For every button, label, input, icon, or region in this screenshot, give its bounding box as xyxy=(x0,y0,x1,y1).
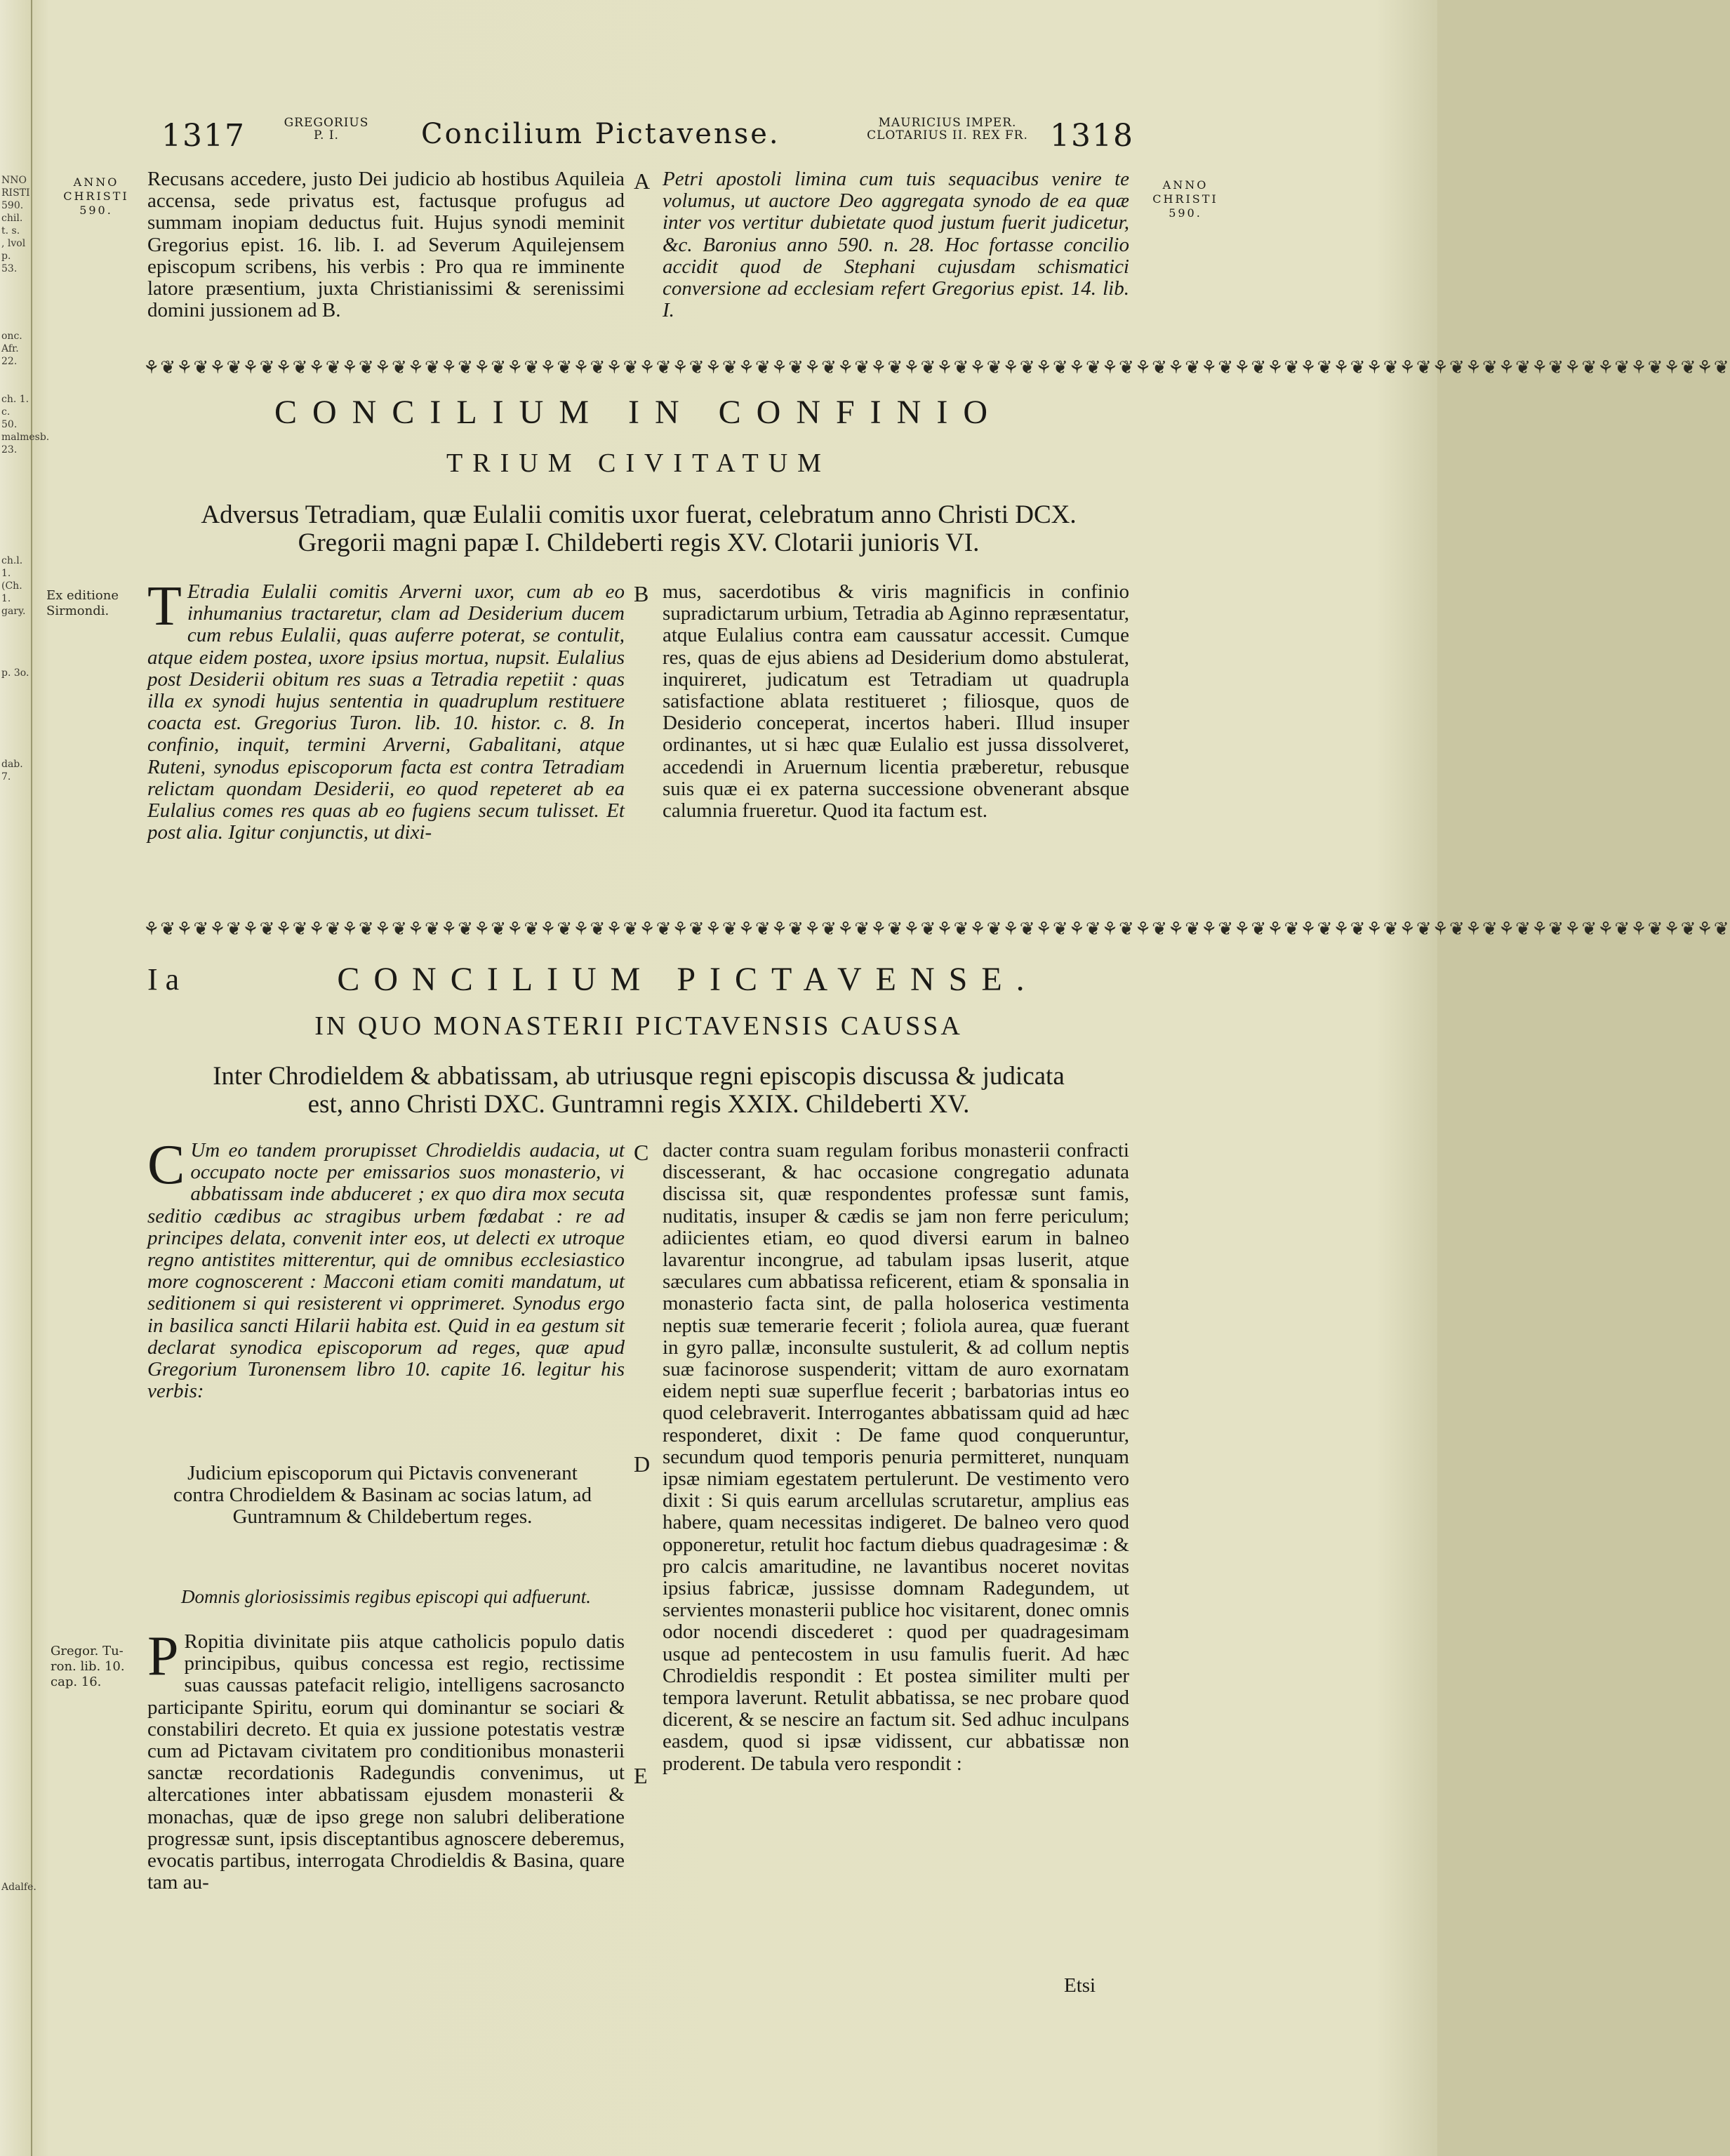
judicium-heading: Judicium episcoporum qui Pictavis convenerant contra Chrodieldem & Basinam ac socias latum, ad Guntramnum & Childebertum reges. xyxy=(173,1462,592,1529)
margin-fragment: Adalfe. xyxy=(1,1882,36,1893)
section1-left-column: T Etradia Eulalii comitis Arverni uxor, cum ab eo inhumanius tractaretur, clam ad Desiderium ducem cum rebus Eulalii, quas auferre poterat, se contulit, atque eidem postea, uxore ipsius mortua, nupsit. Eulalius post Desiderii obitum res suas a Tetradia repetiit : quas illa ex synodi hujus sententia in quadruplum restituere coacta est. Gregorius Turon. lib. 10. histor. c. 8. In confinio, inquit, termini Arverni, Gabalitani, atque Ruteni, synodus episcoporum facta est contra Tetradiam relictam quondam Desiderii, eo quod repeteret ab ea Eulalius comes res quas ab eo fugiens secum tulisset. Et post alia. Igitur conjunctis, ut dixi- xyxy=(147,575,625,844)
margin-letter-b: B xyxy=(634,581,649,606)
catchword: Etsi xyxy=(1064,1974,1096,1997)
margin-fragment: NNO RISTI 590. chil. t. s. , lvol p. 53. xyxy=(1,175,30,274)
page-number-right: 1318 xyxy=(1050,118,1134,154)
section1-right-column: mus, sacerdotibus & viris magnificis in confinio supradictarum urbium, Tetradia ab Aginno repræsentatur, atque Eulalius contra eam caussatur accessit. Cumque res, quas de ejus abiens ad Desiderium domo abstulerat, inquireret, judicatum est Tetradiam ut quadrupla satisfactione ablata restitueret ; filiosque, quos de Desiderio conceperat, incertos haberi. Illud insuper ordinantes, ut si hæc quæ Eulalio est jussa dissolveret, accedendi in Aruernum licentia præberetur, rebusque suis quæ ei ex paterna successione obvenerant absque calumnia frueretur. Quod ita factum est. xyxy=(663,580,1129,823)
drop-cap: C xyxy=(147,1134,185,1196)
drop-cap: T xyxy=(147,575,182,637)
header-right-note: MAURICIUS IMPER. CLOTARIUS II. REX FR. xyxy=(867,116,1028,142)
margin-letter-e: E xyxy=(634,1763,648,1788)
side-note-edition: Ex editione Sirmondi. xyxy=(46,588,119,618)
margin-letter-a: A xyxy=(634,168,651,194)
section-title: CONCILIUM IN CONFINIO xyxy=(274,394,1003,431)
running-title: Concilium Pictavense. xyxy=(421,118,780,150)
section-description-line2: Gregorii magni papæ I. Childeberti regis XV. Clotarii junioris VI. xyxy=(298,528,980,557)
header-left-note: GREGORIUS P. I. xyxy=(284,116,369,142)
margin-fragment: dab. 7. xyxy=(1,759,23,783)
margin-letter-c: C xyxy=(634,1140,649,1165)
previous-page-edge xyxy=(0,0,50,2156)
section2-left-column: P Ropitia divinitate piis atque catholicis populo datis principibus, quibus concessa est regio, rectissime suas caussas patefacit religio, intelligens sacrosancto participante Spiritu, eorum qui dominantur se sociari & constabiliri decreto. Et quia ex jussione potestatis vestræ cum ad Pictavam civitatem pro conditionibus monasterii sanctæ recordationis Radegundis convenimus, ut altercationes inter abbatissam ejusdem monasterii & monachas, quæ de ipso grege non salubri deliberatione progressæ sunt, ipsis disceptantibus agnoscere deberemus, evocatis partibus, interrogata Chrodieldis & Basina, quare tam au- xyxy=(147,1625,625,1894)
section-subtitle: TRIUM CIVITATUM xyxy=(446,448,831,478)
margin-letter-d: D xyxy=(634,1451,651,1477)
salutation: Domnis gloriosissimis regibus episcopi qui adfuerunt. xyxy=(180,1586,592,1607)
anno-christi-left: ANNO CHRISTI 590. xyxy=(63,175,129,217)
section-number: I a xyxy=(147,962,180,997)
drop-cap: P xyxy=(147,1625,179,1687)
section2-right-column: dacter contra suam regulam foribus monasterii confracti discesserant, & hac occasione congregatio adunata discissa sit, quæ respondentes professæ sunt famis, nuditatis, insuper & cædis se jam non ferre periculum; adiicientes etiam, eo quod diversi earum in balneo lavarentur incongrue, ad tabulam ipsas luserit, atque sæculares cum abbatissa reficerent, etiam & sponsalia in monasterio facta sint, de palla holoserica vestimenta neptis suæ temerarie fecerit ; foliola aurea, quæ fuerant in gyro pallæ, inconsulte sustulerit, & ad collum neptis suæ facinorose suspenderit; vittam de auro exornatam eidem nepti suæ superflue fecerit ; barbatorias intus eo quod celebraverit. Interrogantes abbatissam quid ad hæc responderet, dixit : De fame quod conqueruntur, secundum quod temporis penuria permitteret, nunquam ipsæ nimiam egestatem pertulerunt. De vestimento vero dixit : Si quis earum arcellulas scrutaretur, amplius eas habere, quam necessitas indigeret. De balneo vero quod opponeretur, retulit hoc factum diebus quadragesimæ : & pro calcis amaritudine, ne lavantibus noceret novitas ipsius fabricæ, jussisse domnam Radegundem, ut servientes monasterii publice hoc visitarent, donec omnis odor nocendi discederet : quod per quadragesimam usque ad pentecostem in usu famulis fuerit. Ad hæc Chrodieldis respondit : Et postea similiter multi per tempora laverunt. Retulit abbatissa, se nec probare quod dicerent, & se nescire an factum sit. Sed adhuc inculpans easdem, quod si ipsæ vidissent, cur abbatissæ non proderent. De tabula vero respondit : xyxy=(663,1139,1129,1775)
section-description-line1: Adversus Tetradiam, quæ Eulalii comitis uxor fuerat, celebratum anno Christi DCX. xyxy=(201,500,1077,529)
side-note-gregory: Gregor. Tu- ron. lib. 10. cap. 16. xyxy=(51,1644,125,1689)
ornament-band: ⚘❦⚘❦⚘❦⚘❦⚘❦⚘❦⚘❦⚘❦⚘❦⚘❦⚘❦⚘❦⚘❦⚘❦⚘❦⚘❦⚘❦⚘❦⚘❦⚘❦⚘❦⚘❦⚘❦⚘❦⚘❦⚘❦⚘❦⚘❦⚘❦⚘❦⚘❦⚘❦⚘❦⚘❦⚘❦⚘❦⚘❦⚘❦⚘❦⚘❦⚘❦⚘❦⚘❦⚘❦⚘❦⚘❦⚘❦⚘❦ xyxy=(143,919,1730,940)
section-title: CONCILIUM PICTAVENSE. xyxy=(337,961,1039,998)
page-number-left: 1317 xyxy=(161,118,246,154)
margin-fragment: ch. 1. c. 50. malmesb. 23. xyxy=(1,394,50,455)
section-description-line2: est, anno Christi DXC. Guntramni regis XXIX. Childeberti XV. xyxy=(307,1090,970,1119)
top-right-column: Petri apostoli limina cum tuis sequacibus venire te volumus, ut auctore Deo aggregata synodo de ea quæ inter vos vertitur dubietate quod justum fuerit judicetur, &c. Baronius anno 590. n. 28. Hoc fortasse concilio accidit quod de Stephani cujusdam schismatici conversione ad ecclesiam refert Gregorius epist. 14. lib. I. xyxy=(663,168,1129,322)
anno-christi-right: ANNO CHRISTI 590. xyxy=(1152,178,1218,220)
top-left-column: Recusans accedere, justo Dei judicio ab hostibus Aquileia accensa, sede privatus est, factusque profugus ad summam inopiam deductus fuit. Hujus synodi meminit Gregorius epist. 16. lib. I. ad Severum Aquilejensem episcopum scribens, his verbis : Pro qua re imminente latore præsentium, juxta Christianissimi & serenissimi domini jussionem ad B. xyxy=(147,168,625,322)
margin-fragment: onc. Afr. 22. xyxy=(1,331,22,367)
section2-intro: C Um eo tandem prorupisset Chrodieldis audacia, ut occupato nocte per emissarios suos monasterio, vi abbatissam inde abduceret ; ex quo dira mox secuta seditio cædibus ac stragibus urbem fœdabat : re ad principes delata, convenit inter eos, ut delecti ex utroque regno antistites mitterentur, qui de omnibus ecclesiastico more cognoscerent : Macconi etiam comiti mandatum, ut seditionem si qui resisterent vi opprimeret. Synodus ergo in basilica sancti Hilarii habita est. Quid in ea gestum sit declarat synodica episcoporum ad reges, quæ apud Gregorium Turonensem libro 10. capite 16. legitur his verbis: xyxy=(147,1134,625,1403)
margin-fragment: ch.l. 1. (Ch. 1. gary. xyxy=(1,555,26,617)
section-subtitle: IN QUO MONASTERII PICTAVENSIS CAUSSA xyxy=(314,1011,963,1041)
margin-fragment: p. 3o. xyxy=(1,667,29,679)
section-description-line1: Inter Chrodieldem & abbatissam, ab utriusque regni episcopis discussa & judicata xyxy=(213,1062,1065,1091)
ornament-band: ⚘❦⚘❦⚘❦⚘❦⚘❦⚘❦⚘❦⚘❦⚘❦⚘❦⚘❦⚘❦⚘❦⚘❦⚘❦⚘❦⚘❦⚘❦⚘❦⚘❦⚘❦⚘❦⚘❦⚘❦⚘❦⚘❦⚘❦⚘❦⚘❦⚘❦⚘❦⚘❦⚘❦⚘❦⚘❦⚘❦⚘❦⚘❦⚘❦⚘❦⚘❦⚘❦⚘❦⚘❦⚘❦⚘❦⚘❦⚘❦ xyxy=(143,357,1730,378)
